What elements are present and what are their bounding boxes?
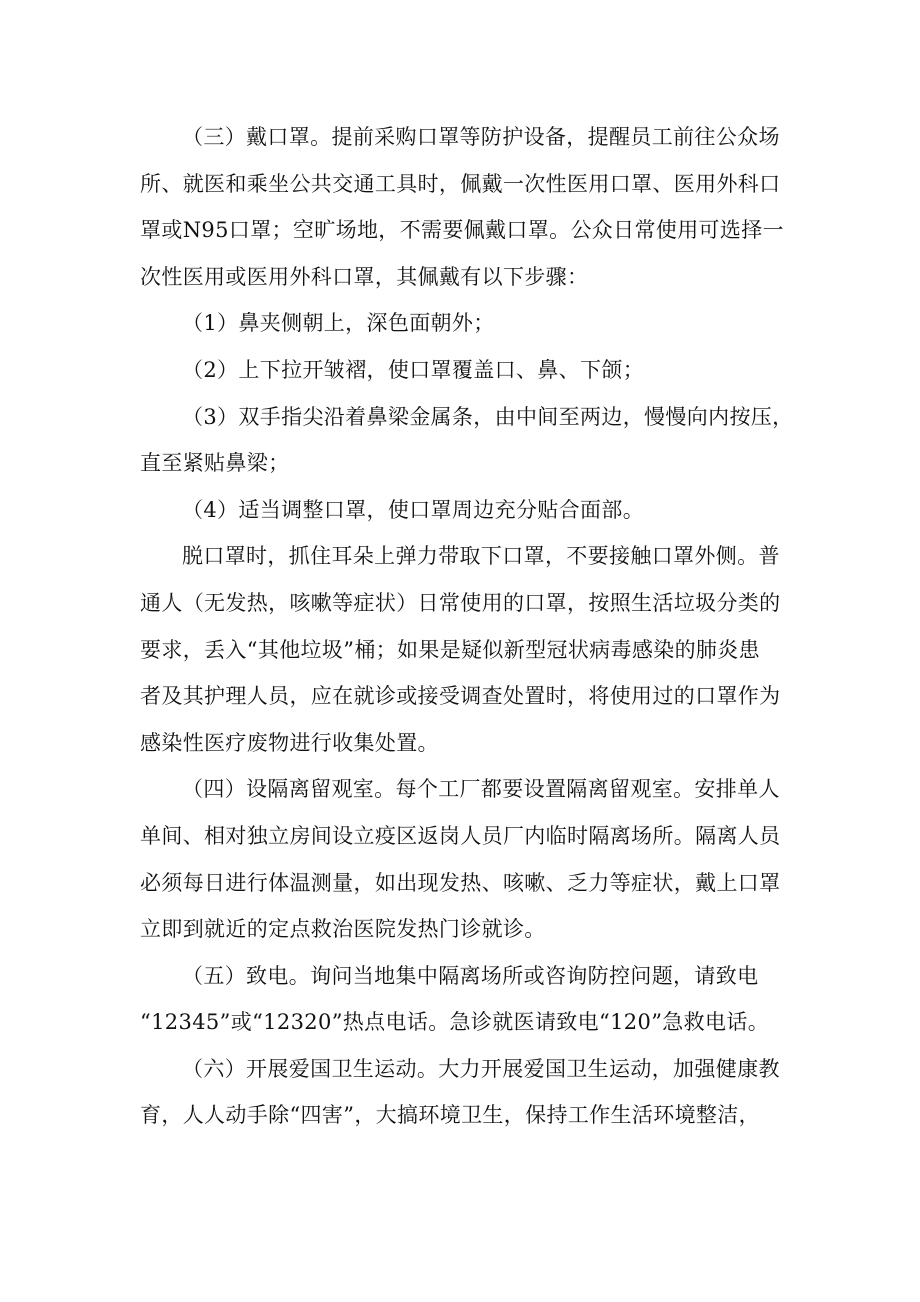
text-line: （三）戴口罩。提前采购口罩等防护设备，提醒员工前往公众场 bbox=[182, 125, 780, 149]
text-line: （四）设隔离留观室。每个工厂都要设置隔离留观室。安排单人 bbox=[182, 777, 780, 802]
text-line: “12345”或“12320”热点电话。急诊就医请致电“120”急救电话。 bbox=[140, 1010, 770, 1035]
text-line: 次性医用或医用外科口罩，其佩戴有以下步骤： bbox=[140, 264, 589, 289]
step-3-press-nose-bridge bbox=[140, 394, 794, 487]
step-2-pull-pleats bbox=[140, 347, 790, 394]
text-line: 所、就医和乘坐公共交通工具时，佩戴一次性医用口罩、医用外科口 bbox=[140, 171, 781, 196]
text-line: 立即到就近的定点救治医院发热门诊就诊。 bbox=[140, 917, 546, 942]
text-line: 单间、相对独立房间设立疫区返岗人员厂内临时隔离场所。隔离人员 bbox=[140, 823, 781, 848]
paragraph-remove-mask bbox=[140, 533, 790, 766]
paragraph-wear-mask bbox=[140, 114, 790, 300]
text-line: 通人（无发热，咳嗽等症状）日常使用的口罩，按照生活垃圾分类的 bbox=[140, 590, 781, 615]
text-line: 必须每日进行体温测量，如出现发热、咳嗽、乏力等症状，戴上口罩 bbox=[140, 870, 781, 895]
text-line: （六）开展爱国卫生运动。大力开展爱国卫生运动，加强健康教 bbox=[182, 1056, 780, 1081]
text-line: 育，人人动手除“四害”，大搞环境卫生，保持工作生活环境整洁， bbox=[140, 1103, 760, 1128]
text-line: 脱口罩时，抓住耳朵上弹力带取下口罩，不要接触口罩外侧。普 bbox=[182, 544, 780, 569]
paragraph-hygiene-campaign bbox=[140, 1046, 790, 1139]
text-line: 直至紧贴鼻梁； bbox=[140, 451, 290, 476]
text-line: 要求，丢入“其他垃圾”桶；如果是疑似新型冠状病毒感染的肺炎患 bbox=[140, 637, 760, 662]
text-line: （3）双手指尖沿着鼻梁金属条，由中间至两边，慢慢向内按压， bbox=[182, 404, 794, 429]
step-4-adjust-mask bbox=[140, 487, 790, 534]
step-1-nose-clip bbox=[140, 300, 790, 347]
text-line: 者及其护理人员，应在就诊或接受调查处置时，将使用过的口罩作为 bbox=[140, 684, 781, 709]
text-line: 罩或N95口罩；空旷场地，不需要佩戴口罩。公众日常使用可选择一 bbox=[140, 218, 784, 243]
text-line: （五）致电。询问当地集中隔离场所或咨询防控问题，请致电 bbox=[182, 963, 759, 988]
text-line: （2）上下拉开皱褶，使口罩覆盖口、鼻、下颌； bbox=[182, 357, 645, 382]
paragraph-hotline bbox=[140, 953, 790, 1046]
text-line: （4）适当调整口罩，使口罩周边充分贴合面部。 bbox=[182, 497, 645, 522]
text-line: （1）鼻夹侧朝上，深色面朝外； bbox=[182, 311, 495, 336]
text-line: 感染性医疗废物进行收集处置。 bbox=[140, 730, 439, 755]
document-body bbox=[140, 114, 794, 1139]
paragraph-isolation-room bbox=[140, 766, 790, 952]
